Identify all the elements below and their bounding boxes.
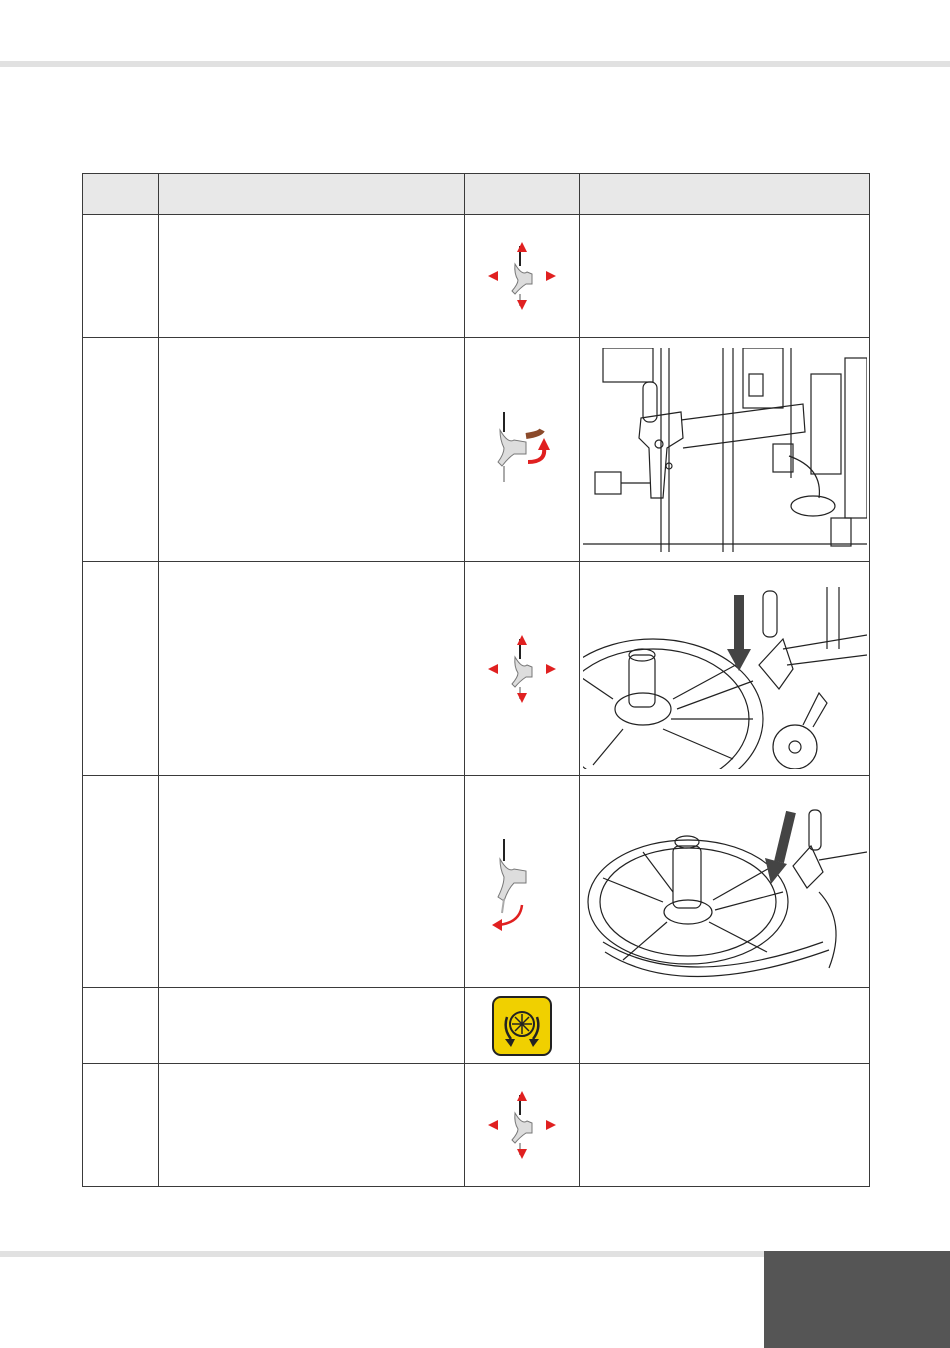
control-cell — [465, 988, 580, 1064]
table-row — [83, 215, 870, 338]
joystick-four-way-icon — [482, 629, 562, 709]
joystick-four-way-icon — [482, 236, 562, 316]
table-row — [83, 338, 870, 562]
joystick-tilt-down-icon — [482, 827, 562, 937]
wheel-bead-lever-illustration — [583, 782, 867, 982]
step-description — [159, 562, 465, 776]
table-row — [83, 1064, 870, 1187]
header-control — [465, 174, 580, 215]
step-number — [83, 988, 159, 1064]
header-step — [83, 174, 159, 215]
step-number — [83, 562, 159, 776]
step-number — [83, 215, 159, 338]
joystick-four-way-icon — [482, 1085, 562, 1165]
step-number — [83, 776, 159, 988]
turntable-rotation-button-icon[interactable] — [491, 995, 553, 1057]
control-cell — [465, 562, 580, 776]
illustration-cell — [580, 776, 870, 988]
control-cell — [465, 338, 580, 562]
header-description — [159, 174, 465, 215]
page-number-tab — [764, 1251, 950, 1348]
illustration-cell — [580, 338, 870, 562]
control-cell — [465, 1064, 580, 1187]
step-description — [159, 338, 465, 562]
machine-arm-illustration — [583, 348, 867, 552]
step-note — [580, 988, 870, 1064]
table-row — [83, 562, 870, 776]
control-cell — [465, 215, 580, 338]
top-rule — [0, 61, 950, 67]
joystick-rotate-icon — [482, 400, 562, 500]
procedure-table — [82, 173, 870, 1187]
step-description — [159, 988, 465, 1064]
control-cell — [465, 776, 580, 988]
table-header-row — [83, 174, 870, 215]
wheel-bead-press-illustration — [583, 569, 867, 769]
step-description — [159, 776, 465, 988]
table-row — [83, 776, 870, 988]
step-description — [159, 1064, 465, 1187]
step-note — [580, 215, 870, 338]
header-illustration — [580, 174, 870, 215]
illustration-cell — [580, 562, 870, 776]
step-description — [159, 215, 465, 338]
step-note — [580, 1064, 870, 1187]
step-number — [83, 1064, 159, 1187]
table-row — [83, 988, 870, 1064]
step-number — [83, 338, 159, 562]
